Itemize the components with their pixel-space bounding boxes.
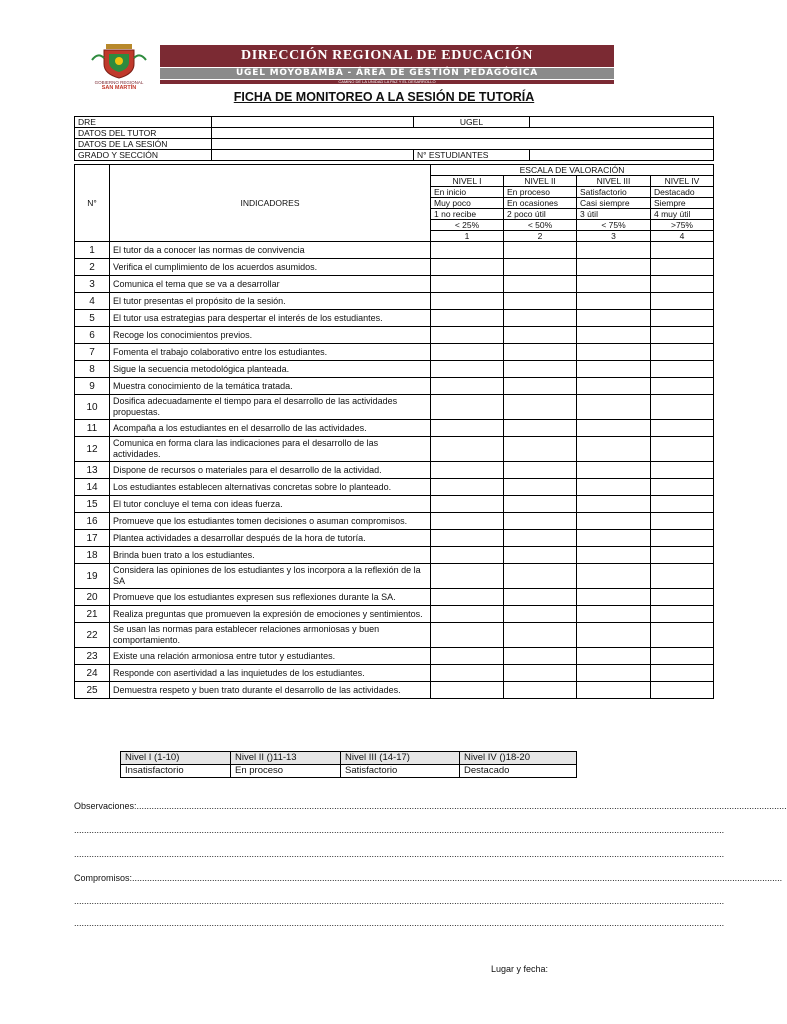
scale-cell: < 50% [504, 220, 577, 231]
rating-cell[interactable] [651, 665, 714, 682]
estudiantes-label: N° ESTUDIANTES [414, 150, 530, 161]
rating-cell[interactable] [651, 420, 714, 437]
rating-cell[interactable] [431, 395, 504, 420]
scale-cell: En proceso [504, 187, 577, 198]
rating-cell[interactable] [431, 276, 504, 293]
rating-cell[interactable] [431, 259, 504, 276]
info-row-sesion [75, 139, 714, 150]
indicator-row [75, 513, 714, 530]
level-range: Nivel I (1-10) [121, 752, 231, 765]
indicator-text: Considera las opiniones de los estudiantes y los incorpora a la reflexión de la SA [110, 564, 431, 589]
indicator-number: 6 [75, 327, 110, 344]
indicator-text: Promueve que los estudiantes tomen decisiones o asuman compromisos. [110, 513, 431, 530]
indicator-text: El tutor concluye el tema con ideas fuerza. [110, 496, 431, 513]
regional-government-logo [84, 42, 154, 90]
rating-cell[interactable] [651, 361, 714, 378]
indicator-row [75, 259, 714, 276]
indicator-row [75, 623, 714, 648]
document-header [84, 40, 616, 90]
level-label: Destacado [460, 765, 577, 778]
banner-fine-print: CAMINO DE LA UNIDAD LA PAZ Y EL DESARROLLO [338, 79, 436, 84]
indicator-number: 18 [75, 547, 110, 564]
indicator-text: Responde con asertividad a las inquietudes de los estudiantes. [110, 665, 431, 682]
levels-summary-table [120, 751, 577, 778]
rating-cell[interactable] [651, 648, 714, 665]
rating-cell[interactable] [504, 437, 577, 462]
rating-cell[interactable] [431, 496, 504, 513]
indicator-number: 2 [75, 259, 110, 276]
rating-cell[interactable] [431, 648, 504, 665]
indicator-text: Comunica el tema que se va a desarrollar [110, 276, 431, 293]
rating-cell[interactable] [431, 606, 504, 623]
indicator-row [75, 327, 714, 344]
rating-cell[interactable] [504, 242, 577, 259]
dotted-fill: .................................................................................................................................................................................................................................................................... [74, 918, 725, 928]
level-label: En proceso [231, 765, 341, 778]
scale-cell: Siempre [651, 198, 714, 209]
indicator-text: Realiza preguntas que promueven la expresión de emociones y sentimientos. [110, 606, 431, 623]
commitments-line[interactable] [74, 918, 725, 928]
indicator-row [75, 564, 714, 589]
rating-cell[interactable] [431, 589, 504, 606]
rating-cell[interactable] [651, 293, 714, 310]
rating-cell[interactable] [504, 496, 577, 513]
rating-cell[interactable] [431, 378, 504, 395]
rating-cell[interactable] [431, 437, 504, 462]
indicator-text: Sigue la secuencia metodológica planteada. [110, 361, 431, 378]
scale-cell: < 75% [577, 220, 651, 231]
rating-cell[interactable] [431, 564, 504, 589]
rating-cell[interactable] [651, 344, 714, 361]
rating-cell[interactable] [651, 589, 714, 606]
info-row-tutor [75, 128, 714, 139]
indicator-row [75, 682, 714, 699]
rating-cell[interactable] [431, 479, 504, 496]
indicator-row [75, 395, 714, 420]
rating-cell[interactable] [504, 648, 577, 665]
indicator-row [75, 665, 714, 682]
rating-cell[interactable] [431, 420, 504, 437]
indicators-table [74, 164, 714, 699]
indicator-number: 8 [75, 361, 110, 378]
rating-cell[interactable] [651, 462, 714, 479]
scale-cell: En ocasiones [504, 198, 577, 209]
indicator-number: 23 [75, 648, 110, 665]
level-header: NIVEL IV [651, 176, 714, 187]
logo-caption-2: SAN MARTÍN [101, 85, 137, 91]
indicator-row [75, 293, 714, 310]
rating-cell[interactable] [577, 462, 651, 479]
indicator-text: Muestra conocimiento de la temática tratada. [110, 378, 431, 395]
indicator-text: Demuestra respeto y buen trato durante el desarrollo de las actividades. [110, 682, 431, 699]
indicator-number: 7 [75, 344, 110, 361]
levels-range-row [121, 752, 577, 765]
rating-cell[interactable] [651, 623, 714, 648]
tutor-value[interactable] [212, 128, 714, 139]
rating-cell[interactable] [577, 327, 651, 344]
scale-cell: 3 útil [577, 209, 651, 220]
indicator-row [75, 496, 714, 513]
rating-cell[interactable] [431, 530, 504, 547]
rating-cell[interactable] [577, 293, 651, 310]
document-title: FICHA DE MONITOREO A LA SESIÓN DE TUTORÍA [233, 90, 535, 104]
rating-cell[interactable] [431, 242, 504, 259]
scale-cell: Satisfactorio [577, 187, 651, 198]
place-date-label: Lugar y fecha: [491, 964, 549, 974]
rating-cell[interactable] [577, 259, 651, 276]
rating-cell[interactable] [577, 623, 651, 648]
rating-cell[interactable] [431, 513, 504, 530]
sesion-label: DATOS DE LA SESIÓN [75, 139, 212, 150]
rating-cell[interactable] [651, 564, 714, 589]
scale-title: ESCALA DE VALORACIÓN [431, 165, 714, 176]
rating-cell[interactable] [577, 242, 651, 259]
indicator-row [75, 378, 714, 395]
rating-cell[interactable] [577, 276, 651, 293]
indicator-number: 24 [75, 665, 110, 682]
logo-caption-1: GOBIERNO REGIONAL [94, 80, 144, 85]
rating-cell[interactable] [504, 310, 577, 327]
rating-cell[interactable] [504, 378, 577, 395]
levels-label-row [121, 765, 577, 778]
rating-cell[interactable] [431, 310, 504, 327]
rating-cell[interactable] [577, 479, 651, 496]
rating-cell[interactable] [577, 310, 651, 327]
scale-cell: 4 muy útil [651, 209, 714, 220]
rating-cell[interactable] [577, 437, 651, 462]
indicator-row [75, 344, 714, 361]
rating-cell[interactable] [651, 310, 714, 327]
indicator-number: 16 [75, 513, 110, 530]
rating-cell[interactable] [504, 462, 577, 479]
rating-cell[interactable] [431, 462, 504, 479]
observations-line[interactable] [74, 801, 787, 811]
scale-cell: 4 [651, 231, 714, 242]
indicator-number: 9 [75, 378, 110, 395]
rating-cell[interactable] [504, 623, 577, 648]
commitments-line[interactable] [74, 896, 725, 906]
indicator-number: 22 [75, 623, 110, 648]
dre-value[interactable] [212, 117, 414, 128]
rating-cell[interactable] [651, 242, 714, 259]
commitments-label: Compromisos: [74, 873, 133, 883]
indicator-row [75, 530, 714, 547]
rating-cell[interactable] [577, 361, 651, 378]
ugel-value[interactable] [530, 117, 714, 128]
rating-cell[interactable] [504, 344, 577, 361]
indicator-number: 12 [75, 437, 110, 462]
ugel-label: UGEL [414, 117, 530, 128]
rating-cell[interactable] [504, 479, 577, 496]
indicator-text: El tutor usa estrategias para despertar el interés de los estudiantes. [110, 310, 431, 327]
indicator-number: 21 [75, 606, 110, 623]
rating-cell[interactable] [577, 682, 651, 699]
indicator-text: Plantea actividades a desarrollar después de la hora de tutoría. [110, 530, 431, 547]
tutor-label: DATOS DEL TUTOR [75, 128, 212, 139]
indicator-text: Recoge los conocimientos previos. [110, 327, 431, 344]
indicators-header: INDICADORES [110, 165, 431, 242]
indicator-number: 1 [75, 242, 110, 259]
rating-cell[interactable] [651, 496, 714, 513]
indicator-number: 20 [75, 589, 110, 606]
observations-line[interactable] [74, 849, 725, 859]
indicator-text: El tutor presentas el propósito de la sesión. [110, 293, 431, 310]
dotted-fill: .................................................................................................................................................................................................................................................................... [132, 873, 783, 883]
scale-cell: Muy poco [431, 198, 504, 209]
dotted-fill: .................................................................................................................................................................................................................................................................... [136, 801, 787, 811]
indicator-text: Los estudiantes establecen alternativas concretas sobre lo planteado. [110, 479, 431, 496]
scale-cell: 1 no recibe [431, 209, 504, 220]
dotted-fill: .................................................................................................................................................................................................................................................................... [74, 849, 725, 859]
rating-cell[interactable] [431, 547, 504, 564]
rating-cell[interactable] [504, 259, 577, 276]
rating-cell[interactable] [651, 259, 714, 276]
info-row-grado [75, 150, 714, 161]
rating-cell[interactable] [504, 395, 577, 420]
indicator-number: 17 [75, 530, 110, 547]
indicator-row [75, 276, 714, 293]
observations-line[interactable] [74, 825, 725, 835]
rating-cell[interactable] [431, 293, 504, 310]
rating-cell[interactable] [577, 665, 651, 682]
rating-cell[interactable] [504, 293, 577, 310]
number-header: N° [75, 165, 110, 242]
scale-cell: 2 [504, 231, 577, 242]
indicator-row [75, 242, 714, 259]
indicator-number: 11 [75, 420, 110, 437]
indicator-number: 3 [75, 276, 110, 293]
banner-subtitle: UGEL MOYOBAMBA - ÁREA DE GESTIÓN PEDAGÓGICA [160, 68, 614, 79]
rating-cell[interactable] [577, 344, 651, 361]
scale-cell: < 25% [431, 220, 504, 231]
rating-cell[interactable] [431, 665, 504, 682]
rating-cell[interactable] [504, 606, 577, 623]
rating-cell[interactable] [431, 682, 504, 699]
scale-cell: En inicio [431, 187, 504, 198]
indicator-number: 4 [75, 293, 110, 310]
rating-cell[interactable] [504, 420, 577, 437]
rating-cell[interactable] [577, 395, 651, 420]
rating-cell[interactable] [651, 327, 714, 344]
rating-cell[interactable] [651, 606, 714, 623]
rating-cell[interactable] [577, 378, 651, 395]
rating-cell[interactable] [431, 327, 504, 344]
indicator-text: Brinda buen trato a los estudiantes. [110, 547, 431, 564]
rating-cell[interactable] [577, 496, 651, 513]
dotted-fill: .................................................................................................................................................................................................................................................................... [74, 896, 725, 906]
rating-cell[interactable] [577, 530, 651, 547]
indicator-row [75, 479, 714, 496]
scale-title-row [75, 165, 714, 176]
indicator-text: Acompaña a los estudiantes en el desarrollo de las actividades. [110, 420, 431, 437]
rating-cell[interactable] [651, 682, 714, 699]
scale-cell: 3 [577, 231, 651, 242]
indicator-text: El tutor da a conocer las normas de convivencia [110, 242, 431, 259]
indicator-number: 10 [75, 395, 110, 420]
level-header: NIVEL II [504, 176, 577, 187]
grado-label: GRADO Y SECCIÓN [75, 150, 212, 161]
rating-cell[interactable] [577, 564, 651, 589]
scale-cell: 1 [431, 231, 504, 242]
rating-cell[interactable] [651, 479, 714, 496]
scale-cell: 2 poco útil [504, 209, 577, 220]
scale-cell: Destacado [651, 187, 714, 198]
indicator-number: 15 [75, 496, 110, 513]
indicator-text: Se usan las normas para establecer relaciones armoniosas y buen comportamiento. [110, 623, 431, 648]
rating-cell[interactable] [651, 547, 714, 564]
rating-cell[interactable] [577, 513, 651, 530]
indicator-text: Fomenta el trabajo colaborativo entre los estudiantes. [110, 344, 431, 361]
estudiantes-value[interactable] [530, 150, 714, 161]
rating-cell[interactable] [577, 606, 651, 623]
indicator-text: Dispone de recursos o materiales para el desarrollo de la actividad. [110, 462, 431, 479]
rating-cell[interactable] [504, 564, 577, 589]
indicator-row [75, 462, 714, 479]
level-label: Insatisfactorio [121, 765, 231, 778]
info-table [74, 116, 714, 161]
banner-title: DIRECCIÓN REGIONAL DE EDUCACIÓN [160, 45, 614, 67]
indicator-row [75, 420, 714, 437]
observations-label: Observaciones: [74, 801, 137, 811]
rating-cell[interactable] [431, 623, 504, 648]
rating-cell[interactable] [504, 327, 577, 344]
indicator-row [75, 437, 714, 462]
rating-cell[interactable] [504, 589, 577, 606]
rating-cell[interactable] [504, 547, 577, 564]
grado-value[interactable] [212, 150, 414, 161]
rating-cell[interactable] [431, 361, 504, 378]
indicator-row [75, 547, 714, 564]
level-label: Satisfactorio [341, 765, 460, 778]
info-row-dre [75, 117, 714, 128]
scale-cell: >75% [651, 220, 714, 231]
indicator-number: 19 [75, 564, 110, 589]
indicator-text: Verifica el cumplimiento de los acuerdos asumidos. [110, 259, 431, 276]
rating-cell[interactable] [651, 530, 714, 547]
rating-cell[interactable] [504, 682, 577, 699]
dre-label: DRE [75, 117, 212, 128]
rating-cell[interactable] [651, 395, 714, 420]
rating-cell[interactable] [504, 530, 577, 547]
rating-cell[interactable] [431, 344, 504, 361]
indicator-number: 25 [75, 682, 110, 699]
indicator-row [75, 648, 714, 665]
rating-cell[interactable] [651, 378, 714, 395]
scale-cell: Casi siempre [577, 198, 651, 209]
indicator-number: 13 [75, 462, 110, 479]
level-range: Nivel IV ()18-20 [460, 752, 577, 765]
indicator-row [75, 589, 714, 606]
sesion-value[interactable] [212, 139, 714, 150]
rating-cell[interactable] [577, 589, 651, 606]
rating-cell[interactable] [651, 513, 714, 530]
indicator-row [75, 606, 714, 623]
level-range: Nivel II ()11-13 [231, 752, 341, 765]
rating-cell[interactable] [504, 513, 577, 530]
rating-cell[interactable] [577, 420, 651, 437]
dotted-fill: .................................................................................................................................................................................................................................................................... [74, 825, 725, 835]
rating-cell[interactable] [651, 437, 714, 462]
indicator-number: 5 [75, 310, 110, 327]
indicator-text: Promueve que los estudiantes expresen sus reflexiones durante la SA. [110, 589, 431, 606]
indicator-text: Comunica en forma clara las indicaciones para el desarrollo de las actividades. [110, 437, 431, 462]
level-range: Nivel III (14-17) [341, 752, 460, 765]
rating-cell[interactable] [577, 648, 651, 665]
rating-cell[interactable] [577, 547, 651, 564]
rating-cell[interactable] [504, 665, 577, 682]
indicator-row [75, 310, 714, 327]
indicator-row [75, 361, 714, 378]
rating-cell[interactable] [504, 276, 577, 293]
rating-cell[interactable] [651, 276, 714, 293]
commitments-line[interactable] [74, 873, 783, 883]
indicator-text: Dosifica adecuadamente el tiempo para el desarrollo de las actividades propuestas. [110, 395, 431, 420]
level-header: NIVEL III [577, 176, 651, 187]
indicator-number: 14 [75, 479, 110, 496]
level-header: NIVEL I [431, 176, 504, 187]
rating-cell[interactable] [504, 361, 577, 378]
indicator-text: Existe una relación armoniosa entre tutor y estudiantes. [110, 648, 431, 665]
